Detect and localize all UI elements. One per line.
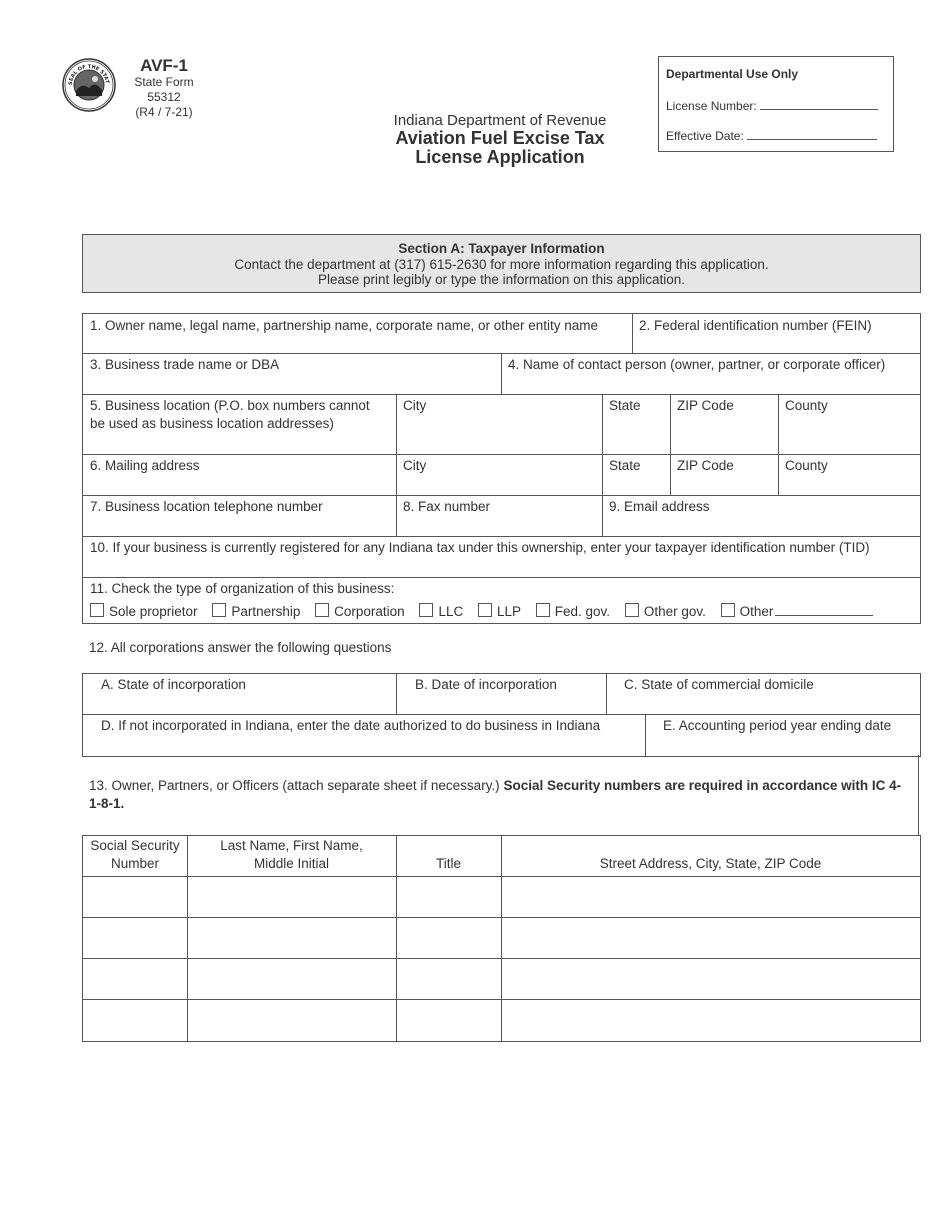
column-header-address: Street Address, City, State, ZIP Code bbox=[599, 856, 822, 871]
column-header-title: Title bbox=[435, 856, 461, 871]
org-option-partnership[interactable] bbox=[212, 604, 300, 619]
org-option-label: LLP bbox=[496, 604, 522, 619]
mailing-county-field[interactable]: County bbox=[785, 458, 828, 473]
checkbox-icon[interactable] bbox=[212, 603, 226, 617]
row-divider bbox=[83, 454, 920, 455]
form-identifier bbox=[118, 56, 210, 120]
column-header-ssn-line1: Social Security bbox=[90, 838, 180, 853]
checkbox-icon[interactable] bbox=[536, 603, 550, 617]
state-of-incorporation-field[interactable]: A. State of incorporation bbox=[101, 677, 246, 692]
form-heading bbox=[330, 112, 670, 167]
seal-text: SEAL OF THE STAT bbox=[67, 63, 110, 86]
business-state-field[interactable]: State bbox=[609, 398, 641, 413]
checkbox-icon[interactable] bbox=[419, 603, 433, 617]
owner-name-field[interactable]: 1. Owner name, legal name, partnership name, corporate name, or other entity name bbox=[90, 318, 599, 333]
column-header-name-line2: Middle Initial bbox=[253, 856, 330, 871]
section-border bbox=[918, 755, 919, 835]
departmental-use-title: Departmental Use Only bbox=[666, 67, 799, 81]
license-number-label: License Number: bbox=[666, 99, 757, 113]
business-location-field[interactable] bbox=[90, 397, 370, 433]
row-divider bbox=[83, 495, 920, 496]
section-a-banner bbox=[82, 234, 921, 293]
business-location-label-1: 5. Business location (P.O. box numbers cannot bbox=[90, 398, 370, 413]
org-option-other-gov[interactable] bbox=[625, 604, 706, 619]
tid-field[interactable]: 10. If your business is currently registered for any Indiana tax under this ownership, enter your taxpayer identification number (TID) bbox=[90, 540, 870, 555]
org-type-options bbox=[90, 603, 873, 619]
owners-table bbox=[82, 835, 921, 1042]
mailing-state-field[interactable]: State bbox=[609, 458, 641, 473]
checkbox-icon[interactable] bbox=[315, 603, 329, 617]
commercial-domicile-field[interactable]: C. State of commercial domicile bbox=[624, 677, 814, 692]
mailing-zip-field[interactable]: ZIP Code bbox=[677, 458, 734, 473]
form-revision: (R4 / 7-21) bbox=[135, 105, 193, 119]
state-seal bbox=[62, 58, 116, 112]
org-option-sole-proprietor[interactable] bbox=[90, 604, 198, 619]
form-title-line1: Aviation Fuel Excise Tax bbox=[395, 128, 605, 148]
checkbox-icon[interactable] bbox=[625, 603, 639, 617]
row-divider bbox=[83, 714, 920, 715]
column-header-ssn-line2: Number bbox=[110, 856, 159, 871]
taxpayer-info-grid bbox=[82, 313, 921, 624]
column-header-name-line1: Last Name, First Name, bbox=[220, 838, 363, 853]
table-row[interactable] bbox=[83, 918, 920, 958]
org-option-label: LLC bbox=[438, 604, 464, 619]
org-option-other[interactable] bbox=[721, 604, 874, 619]
org-type-label: 11. Check the type of organization of this business: bbox=[90, 581, 395, 596]
license-number-line[interactable] bbox=[760, 97, 878, 110]
telephone-field[interactable]: 7. Business location telephone number bbox=[90, 499, 323, 514]
state-form-number: State Form 55312 bbox=[134, 75, 194, 104]
column-header-ssn bbox=[83, 837, 187, 873]
checkbox-icon[interactable] bbox=[478, 603, 492, 617]
org-option-label: Sole proprietor bbox=[109, 604, 198, 619]
agency-name: Indiana Department of Revenue bbox=[393, 112, 607, 129]
effective-date-field[interactable] bbox=[666, 127, 877, 143]
col-divider bbox=[778, 394, 779, 495]
row-divider bbox=[83, 394, 920, 395]
license-number-field[interactable] bbox=[666, 97, 878, 113]
email-field[interactable]: 9. Email address bbox=[609, 499, 710, 514]
business-location-label-2: be used as business location addresses) bbox=[90, 416, 334, 431]
section-a-instructions: Please print legibly or type the information on this application. bbox=[318, 272, 685, 287]
org-option-llc[interactable] bbox=[419, 604, 463, 619]
org-option-label: Partnership bbox=[231, 604, 301, 619]
table-row[interactable] bbox=[83, 1000, 920, 1040]
fax-field[interactable]: 8. Fax number bbox=[403, 499, 491, 514]
col-divider bbox=[645, 714, 646, 756]
org-option-label: Fed. gov. bbox=[554, 604, 611, 619]
col-divider bbox=[606, 674, 607, 714]
departmental-use-box bbox=[658, 56, 894, 152]
col-divider bbox=[632, 314, 633, 353]
owners-question-text: 13. Owner, Partners, or Officers (attach separate sheet if necessary.) bbox=[89, 778, 500, 793]
section-a-contact: Contact the department at (317) 615-2630 for more information regarding this application. bbox=[234, 256, 769, 272]
trade-name-field[interactable]: 3. Business trade name or DBA bbox=[90, 357, 280, 372]
business-city-field[interactable]: City bbox=[403, 398, 427, 413]
owners-question-label bbox=[89, 777, 909, 813]
corporations-grid bbox=[82, 673, 921, 757]
col-divider bbox=[396, 674, 397, 714]
org-option-label: Corporation bbox=[334, 604, 405, 619]
row-divider bbox=[83, 577, 920, 578]
org-option-label: Other bbox=[739, 604, 774, 619]
accounting-period-field[interactable]: E. Accounting period year ending date bbox=[663, 718, 892, 733]
col-divider bbox=[602, 394, 603, 536]
corporations-question-label: 12. All corporations answer the following questions bbox=[89, 640, 392, 655]
effective-date-label: Effective Date: bbox=[666, 129, 744, 143]
other-specify-line[interactable] bbox=[775, 603, 873, 616]
date-of-incorporation-field[interactable]: B. Date of incorporation bbox=[415, 677, 557, 692]
org-option-fed-gov[interactable] bbox=[536, 604, 610, 619]
mailing-address-field[interactable]: 6. Mailing address bbox=[90, 458, 200, 473]
row-divider bbox=[83, 536, 920, 537]
indiana-authorized-date-field[interactable]: D. If not incorporated in Indiana, enter the date authorized to do business in Indiana bbox=[101, 718, 601, 733]
col-divider bbox=[670, 394, 671, 495]
col-divider bbox=[396, 394, 397, 536]
contact-person-field[interactable]: 4. Name of contact person (owner, partner, or corporate officer) bbox=[508, 357, 886, 372]
ssn-requirement-note: Social Security numbers are required in accordance with IC 4-1-8-1. bbox=[89, 778, 902, 811]
checkbox-icon[interactable] bbox=[721, 603, 735, 617]
form-code: AVF-1 bbox=[140, 56, 188, 75]
table-row[interactable] bbox=[83, 877, 920, 917]
org-option-corporation[interactable] bbox=[315, 604, 405, 619]
col-divider bbox=[501, 353, 502, 394]
form-title-line2: License Application bbox=[415, 147, 585, 167]
mailing-city-field[interactable]: City bbox=[403, 458, 427, 473]
checkbox-icon[interactable] bbox=[90, 603, 104, 617]
effective-date-line[interactable] bbox=[747, 127, 877, 140]
org-option-llp[interactable] bbox=[478, 604, 521, 619]
column-header-name bbox=[187, 837, 396, 873]
business-county-field[interactable]: County bbox=[785, 398, 828, 413]
org-option-label: Other gov. bbox=[643, 604, 706, 619]
section-a-title: Section A: Taxpayer Information bbox=[398, 241, 605, 256]
business-zip-field[interactable]: ZIP Code bbox=[677, 398, 734, 413]
table-row[interactable] bbox=[83, 959, 920, 999]
fein-field[interactable]: 2. Federal identification number (FEIN) bbox=[639, 318, 872, 333]
